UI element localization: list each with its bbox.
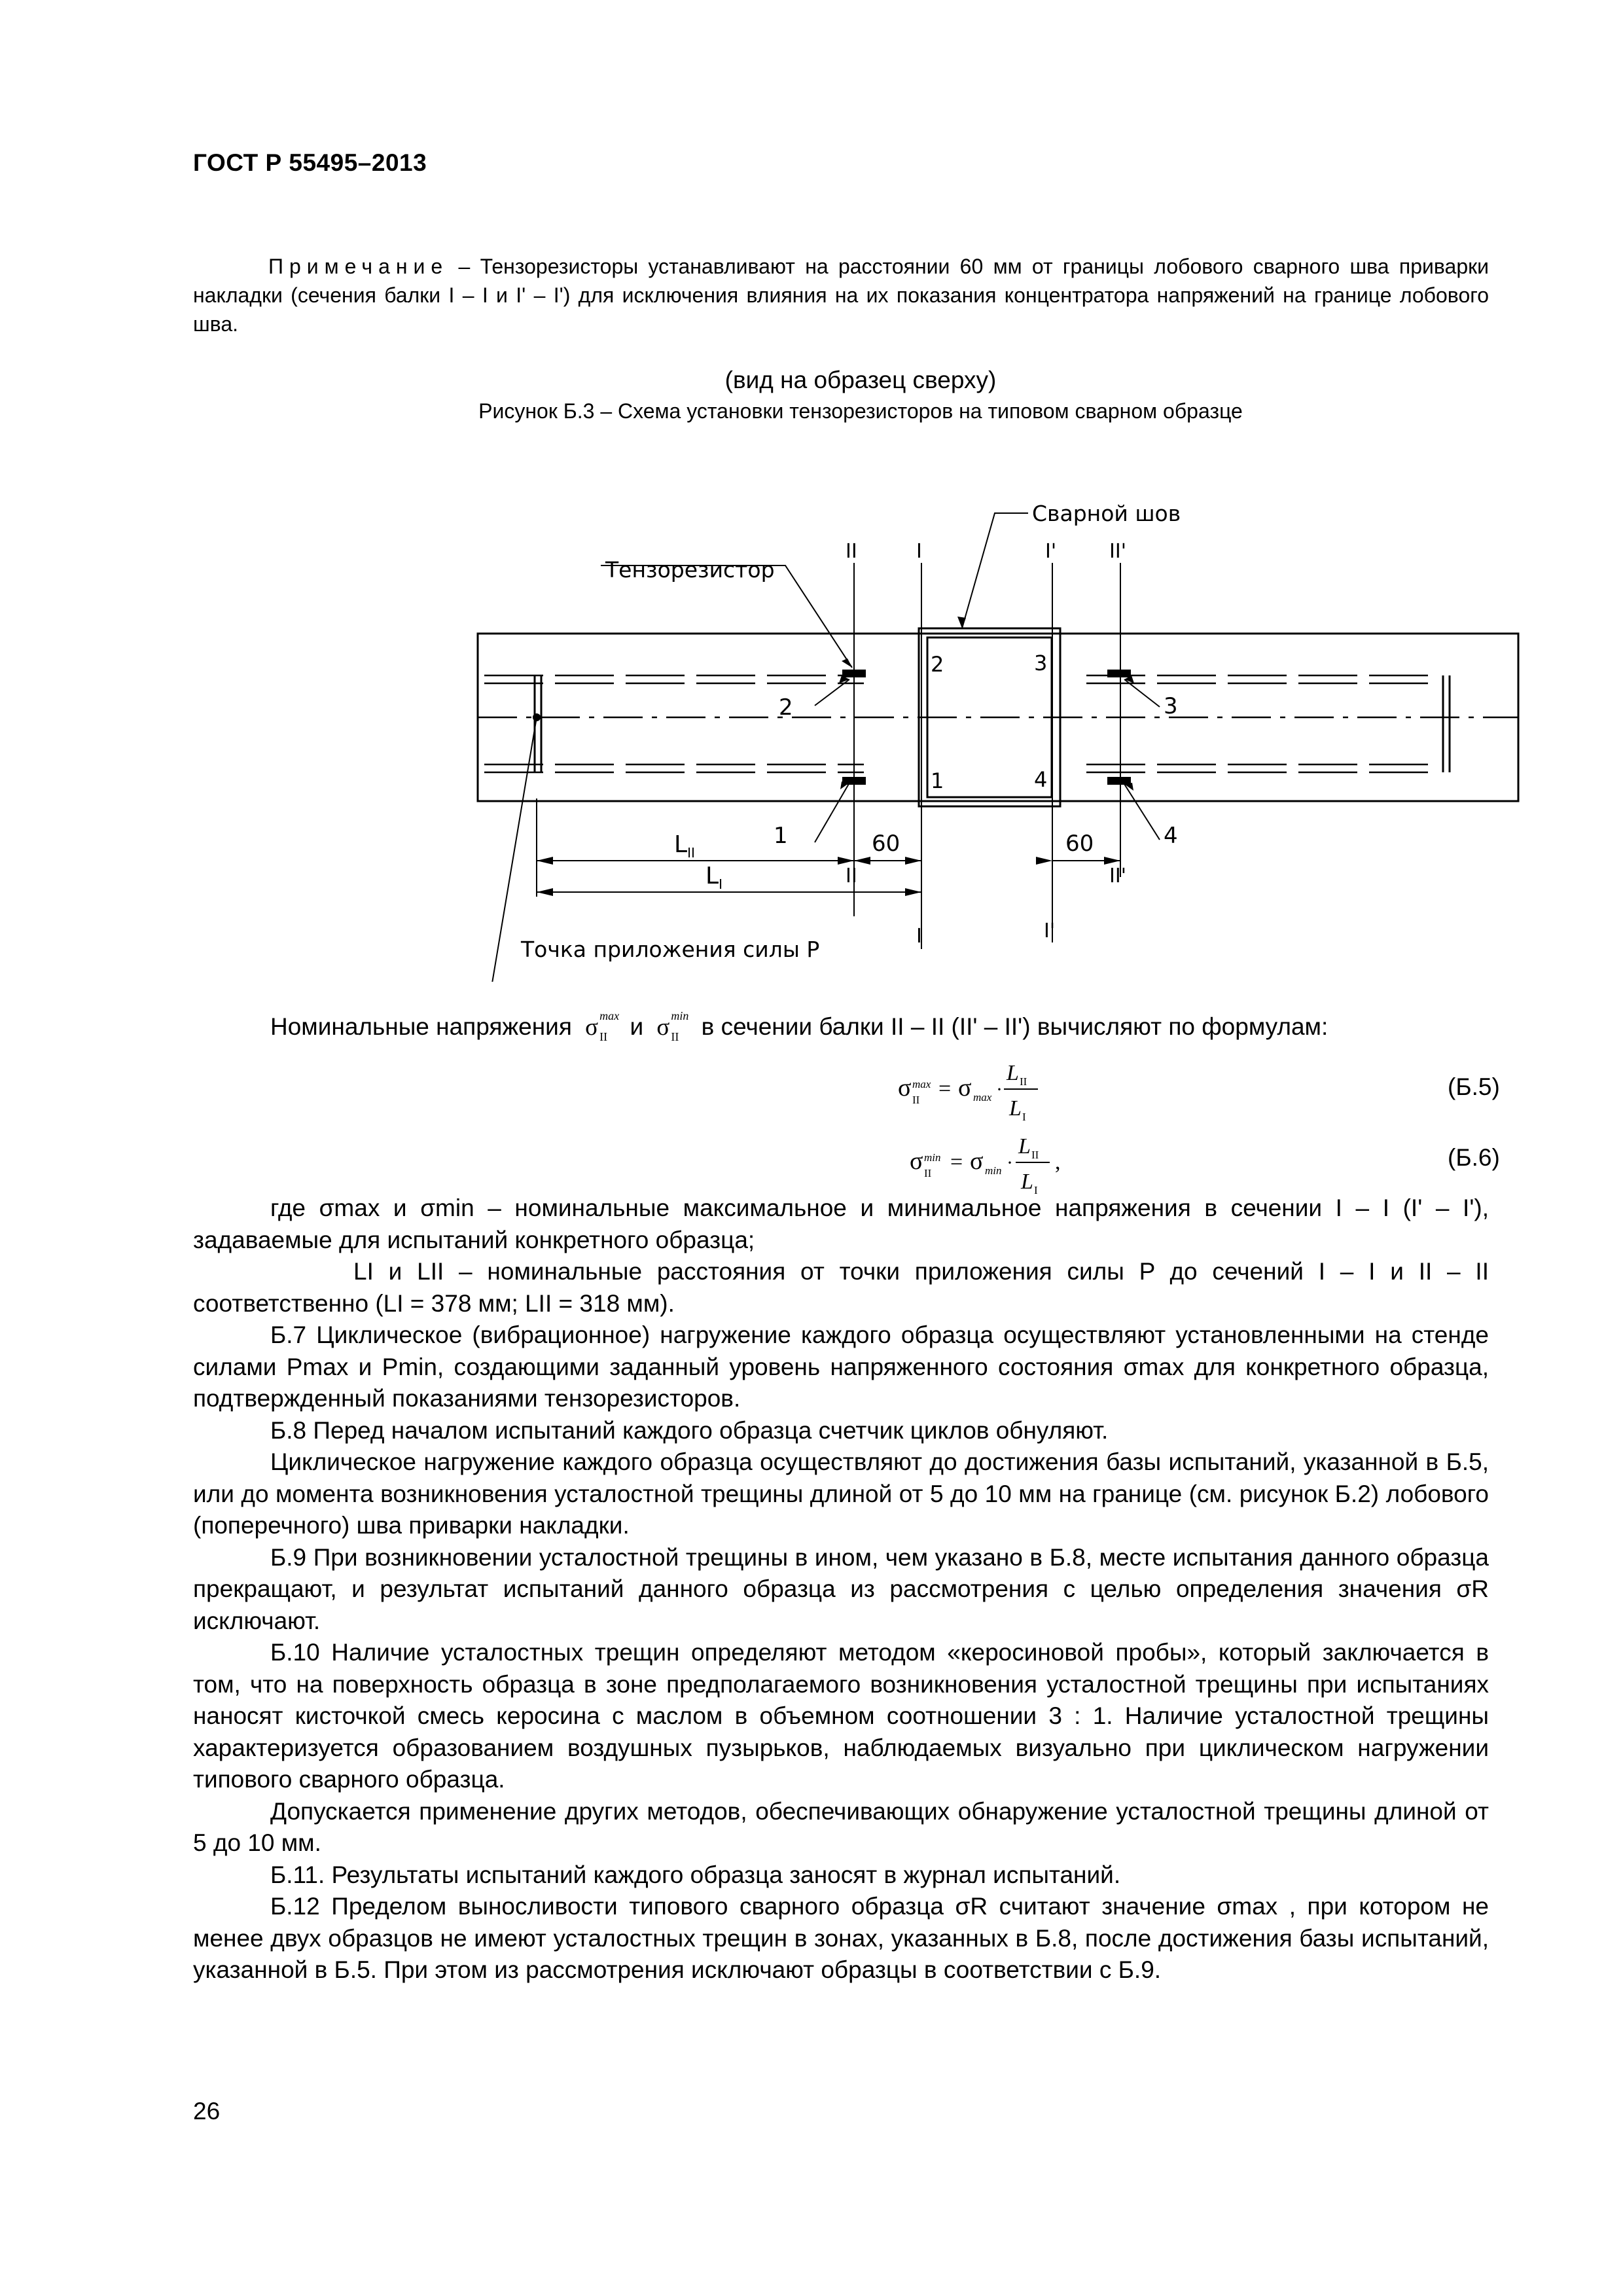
paragraph-distances: LI и LII – номинальные расстояния от точки приложения силы P до сечений I – I и II – II соответственно (LI = 378 мм; LII = 318 мм). [193, 1258, 1489, 1317]
paragraph-b11: Б.11. Результаты испытаний каждого образца заносят в журнал испытаний. [270, 1861, 1121, 1888]
paragraph-b9: Б.9 При возникновении усталостной трещины в ином, чем указано в Б.8, месте испытания данного образца прекращают, и результат испытаний данного образца из рассмотрения с целью определения значения σR исключают. [193, 1543, 1489, 1634]
box-number-1: 1 [931, 768, 944, 793]
svg-text:II: II [912, 1094, 920, 1106]
svg-text:min: min [985, 1164, 1002, 1177]
paragraph-other-methods: Допускается применение других методов, обеспечивающих обнаружение усталостной трещины длиной от 5 до 10 мм. [193, 1797, 1489, 1856]
section-label-II-bottom: II [846, 865, 857, 888]
sigma-II-min: σ min II [656, 1009, 689, 1043]
formulas-intro: Номинальные напряжения σ max II и σ min II в сечении балки II – II (II' – II') вычисляют по формулам: [270, 1009, 1329, 1043]
gauge-label: Тензорезистор [605, 557, 775, 583]
formula-b5 [898, 1059, 1081, 1138]
box-number-4: 4 [1034, 767, 1048, 792]
section-label-II-prime-top: II' [1109, 540, 1126, 563]
document-header: ГОСТ Р 55495–2013 [193, 149, 427, 176]
svg-text:II: II [1031, 1149, 1039, 1161]
weld-label: Сварной шов [1032, 501, 1181, 526]
note-text: – Тензорезисторы устанавливают на расстоянии 60 мм от границы лобового сварного шва приварки накладки (сечения балки I – I и I' – I') для исключения влияния на их показания концентратора напряжений на границе лобового шва. [193, 255, 1489, 336]
paragraph-where: где σmax и σmin – номинальные максимальное и минимальное напряжения в сечении I – I (I' – I'), задаваемые для испытаний конкретного образца; [193, 1194, 1489, 1253]
svg-text:·: · [996, 1079, 1003, 1100]
svg-text:II: II [1020, 1075, 1027, 1088]
svg-text:L: L [1021, 1170, 1033, 1194]
force-point-label: Точка приложения силы P [521, 937, 820, 962]
paragraph-cyclic-loading: Циклическое нагружение каждого образца осуществляют до достижения базы испытаний, указанной в Б.5, или до момента возникновения усталостной трещины длиной от 5 до 10 мм на границе (см. рисунок Б.2) лобового (поперечного) шва приварки накладки. [193, 1448, 1489, 1539]
paragraph-b7: Б.7 Циклическое (вибрационное) нагружение каждого образца осуществляют установленными на стенде силами Pmax и Pmin, создающими заданный уровень напряженного состояния σmax для конкретного образца, подтвержденный показаниями тензорезисторов. [193, 1321, 1489, 1412]
svg-text:=: = [950, 1150, 963, 1174]
svg-text:·: · [1007, 1152, 1013, 1174]
paragraph-b12: Б.12 Пределом выносливости типового сварного образца σR считают значение σmax , при котором не менее двух образцов не имеют усталостных трещин в зонах, указанных в Б.8, после достижения базы испытаний, указанной в Б.5. При этом из рассмотрения исключают образцы в соответствии с Б.9. [193, 1893, 1489, 1983]
section-label-I-prime-top: I' [1045, 540, 1057, 563]
sigma-II-max: σ max II [585, 1009, 620, 1043]
dim-label-LII: $L_{II}$ [674, 831, 695, 861]
svg-text:=: = [938, 1077, 952, 1101]
svg-text:max: max [973, 1091, 992, 1103]
box-number-3: 3 [1034, 651, 1048, 675]
svg-text:I: I [1022, 1111, 1026, 1123]
svg-text:L: L [1009, 1096, 1022, 1121]
page-number: 26 [193, 2098, 221, 2125]
gauge-number-1: 1 [774, 823, 788, 849]
section-label-I-top: I [916, 540, 922, 563]
svg-text:σ: σ [958, 1074, 972, 1102]
equation-number-b5: (Б.5) [1448, 1073, 1500, 1100]
svg-text:L: L [1018, 1134, 1031, 1158]
svg-text:,: , [1055, 1150, 1061, 1174]
gauge-2 [842, 670, 866, 677]
dim-60-right: 60 [1065, 831, 1094, 857]
section-label-II-prime-bottom: II' [1109, 865, 1126, 888]
dim-60-left: 60 [872, 831, 901, 857]
svg-text:σ: σ [910, 1147, 923, 1175]
note-paragraph [193, 252, 1489, 338]
svg-text:σ: σ [970, 1147, 984, 1175]
box-number-2: 2 [931, 652, 944, 677]
gauge-number-4: 4 [1164, 823, 1178, 849]
svg-text:min: min [924, 1151, 941, 1164]
equation-number-b6: (Б.6) [1448, 1144, 1500, 1171]
note-prefix: Примечание [268, 255, 449, 278]
specimen-diagram [471, 471, 1531, 985]
figure-view-caption: (вид на образец сверху) [724, 367, 997, 393]
svg-text:II: II [924, 1167, 932, 1179]
gauge-number-2: 2 [779, 694, 793, 721]
gauge-4 [1107, 777, 1131, 785]
weld-leader [962, 513, 1028, 628]
gauge-3 [1107, 670, 1131, 677]
paragraph-b8: Б.8 Перед началом испытаний каждого образца счетчик циклов обнуляют. [270, 1416, 1109, 1444]
gauge-number-3: 3 [1164, 693, 1178, 719]
svg-text:σ: σ [898, 1074, 912, 1102]
svg-text:L: L [1007, 1061, 1019, 1085]
paragraph-b10: Б.10 Наличие усталостных трещин определяют методом «керосиновой пробы», который заключается в том, что на поверхность образца в зоне предполагаемого возникновения усталостной трещины при испытаниях наносят кисточкой смесь керосина с маслом в объемном соотношении 3 : 1. Наличие усталостной трещины характеризуется образованием воздушных пузырьков, наблюдаемых визуально при циклическом нагружении типового сварного образца. [193, 1639, 1489, 1793]
figure-caption: Рисунок Б.3 – Схема установки тензорезисторов на типовом сварном образце [478, 399, 1243, 423]
dim-label-LI: $L_I$ [705, 863, 722, 892]
section-label-II-top: II [846, 540, 857, 563]
section-label-I-bottom: I [916, 925, 922, 948]
svg-text:max: max [912, 1078, 931, 1090]
body-text [193, 1193, 1489, 1986]
force-point [533, 713, 541, 721]
section-label-I-prime-bottom: I' [1044, 920, 1056, 942]
svg-text:I: I [1034, 1184, 1038, 1196]
